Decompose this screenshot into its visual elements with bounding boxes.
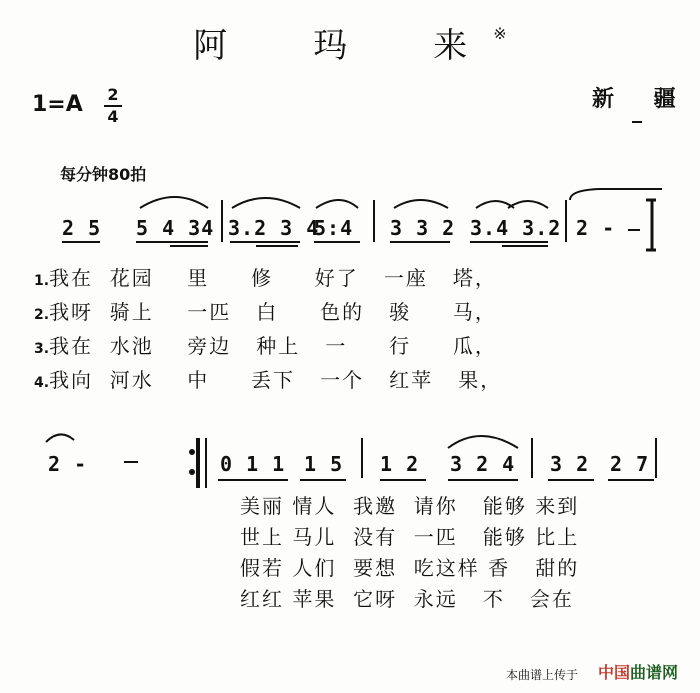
verse-text: 我呀 骑上 一匹 白 色的 骏 马， (49, 300, 497, 324)
refrain-line-2: 世上 马儿 没有 一匹 能够 比上 (240, 525, 580, 549)
refrain-line-4: 红红 苹果 它呀 永远 不 会在 (240, 587, 574, 611)
notes-s1-m3b: 5:4 (314, 216, 354, 240)
notes-s2-m2a: 0 1 1 (220, 452, 286, 476)
verse-number: 2. (34, 307, 50, 323)
meter-top: 2 (107, 85, 119, 104)
refrain-line-3: 假若 人们 要想 吃这样 香 甜的 (240, 556, 580, 580)
notes-s1-m2: 5 4 34 (136, 216, 215, 240)
verse-number: 1. (34, 273, 50, 289)
site-logo[interactable] (598, 660, 678, 683)
tempo-marking: 每分钟80拍 (60, 165, 147, 184)
notes-s2-m3b: 3 2 4 (450, 452, 516, 476)
notes-s1-m3a: 3.2 3 4 (228, 216, 320, 240)
logo-accent: 曲谱网 (630, 663, 679, 682)
song-title: 阿 玛 来※ (193, 23, 507, 66)
notes-s1-m4b: 3.4 3.2 (470, 216, 562, 240)
key-signature: 1=A (32, 92, 83, 117)
notes-s1-m5: 2 - (576, 216, 616, 240)
verse-line-3 (34, 330, 497, 359)
notes-s2-m4b: 2 7 (610, 452, 650, 476)
refrain-line-1: 美丽 情人 我邀 请你 能够 来到 (240, 494, 580, 518)
notes-s1-m1: 2 5 (62, 216, 102, 240)
upload-credit: 本曲谱上传于 (506, 668, 579, 682)
verse-line-1 (34, 262, 497, 291)
verse-line-2 (34, 296, 497, 325)
verse-text: 我向 河水 中 丢下 一个 红苹 果， (49, 368, 503, 392)
notes-s2-m1: 2 - (48, 452, 88, 476)
verse-text: 我在 花园 里 修 好了 一座 塔， (49, 266, 497, 290)
verse-number: 4. (34, 375, 50, 391)
notes-s2-m2b: 1 5 (304, 452, 344, 476)
verse-text: 我在 水池 旁边 种上 一 行 瓜， (49, 334, 497, 358)
notes-s2-m3a: 1 2 (380, 452, 420, 476)
song-origin: 新 疆 (592, 87, 692, 112)
logo-main: 中国 (598, 663, 631, 682)
verse-number: 3. (34, 341, 50, 357)
notes-s1-m4a: 3 3 2 (390, 216, 456, 240)
verse-line-4 (34, 364, 502, 393)
title-note-mark: ※ (493, 23, 507, 43)
notes-s2-m4a: 3 2 (550, 452, 590, 476)
meter-bottom: 4 (107, 107, 119, 126)
